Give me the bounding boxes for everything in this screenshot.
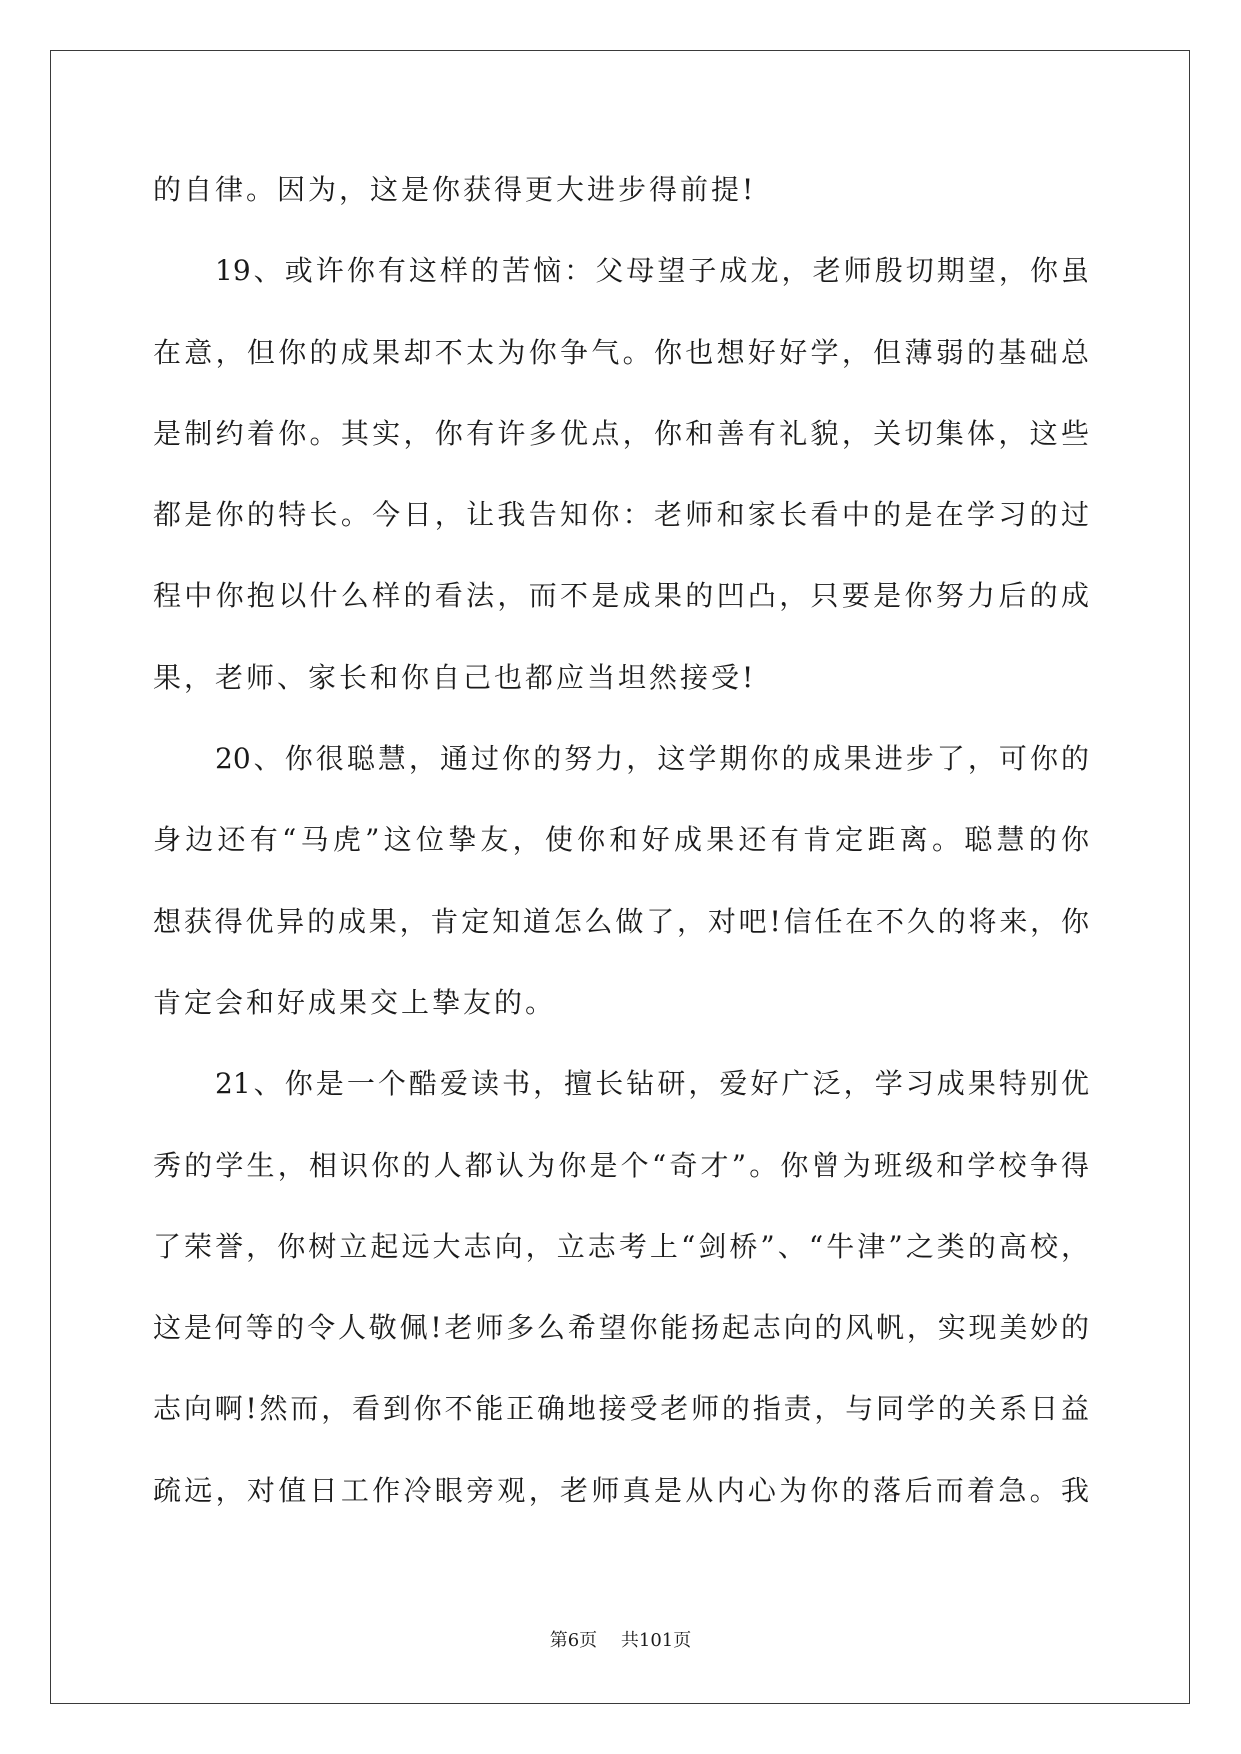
paragraph [153,149,1089,230]
page-footer [0,1626,1241,1652]
text-line: 在意，但你的成果却不太为你争气。你也想好好学，但薄弱的基础总 [153,335,1089,369]
text-line: 志向啊!然而，看到你不能正确地接受老师的指责，与同学的关系日益 [153,1392,1089,1426]
text-line: 是制约着你。其实，你有许多优点，你和善有礼貌，关切集体，这些 [153,416,1089,450]
text-line: 疏远，对值日工作冷眼旁观，老师真是从内心为你的落后而着急。我 [153,1473,1089,1507]
text-line: 肯定会和好成果交上挚友的。 [153,985,557,1019]
paragraph [153,230,1089,718]
text-line: 20、你很聪慧，通过你的努力，这学期你的成果进步了，可你的 [215,742,1089,776]
document-body [153,149,1089,1531]
page-number: 第6页 [549,1630,598,1651]
text-line: 都是你的特长。今日，让我告知你：老师和家长看中的是在学习的过 [153,498,1089,532]
text-line: 想获得优异的成果，肯定知道怎么做了，对吧!信任在不久的将来，你 [153,904,1089,938]
paragraph [153,1043,1089,1531]
text-line: 秀的学生，相识你的人都认为你是个“奇才”。你曾为班级和学校争得 [153,1148,1089,1182]
text-line: 19、或许你有这样的苦恼：父母望子成龙，老师殷切期望，你虽 [215,254,1089,288]
page-total: 共101页 [620,1630,692,1651]
text-line: 21、你是一个酷爱读书，擅长钻研，爱好广泛，学习成果特别优 [215,1067,1089,1101]
text-line: 这是何等的令人敬佩!老师多么希望你能扬起志向的风帆，实现美妙的 [153,1311,1089,1345]
text-line: 程中你抱以什么样的看法，而不是成果的凹凸，只要是你努力后的成 [153,579,1089,613]
text-line: 了荣誉，你树立起远大志向，立志考上“剑桥”、“牛津”之类的高校， [153,1229,1089,1263]
text-line: 的自律。因为，这是你获得更大进步得前提! [153,173,757,206]
paragraph [153,718,1089,1043]
text-line: 身边还有“马虎”这位挚友，使你和好成果还有肯定距离。聪慧的你 [153,823,1089,857]
text-line: 果，老师、家长和你自己也都应当坦然接受! [153,660,757,694]
